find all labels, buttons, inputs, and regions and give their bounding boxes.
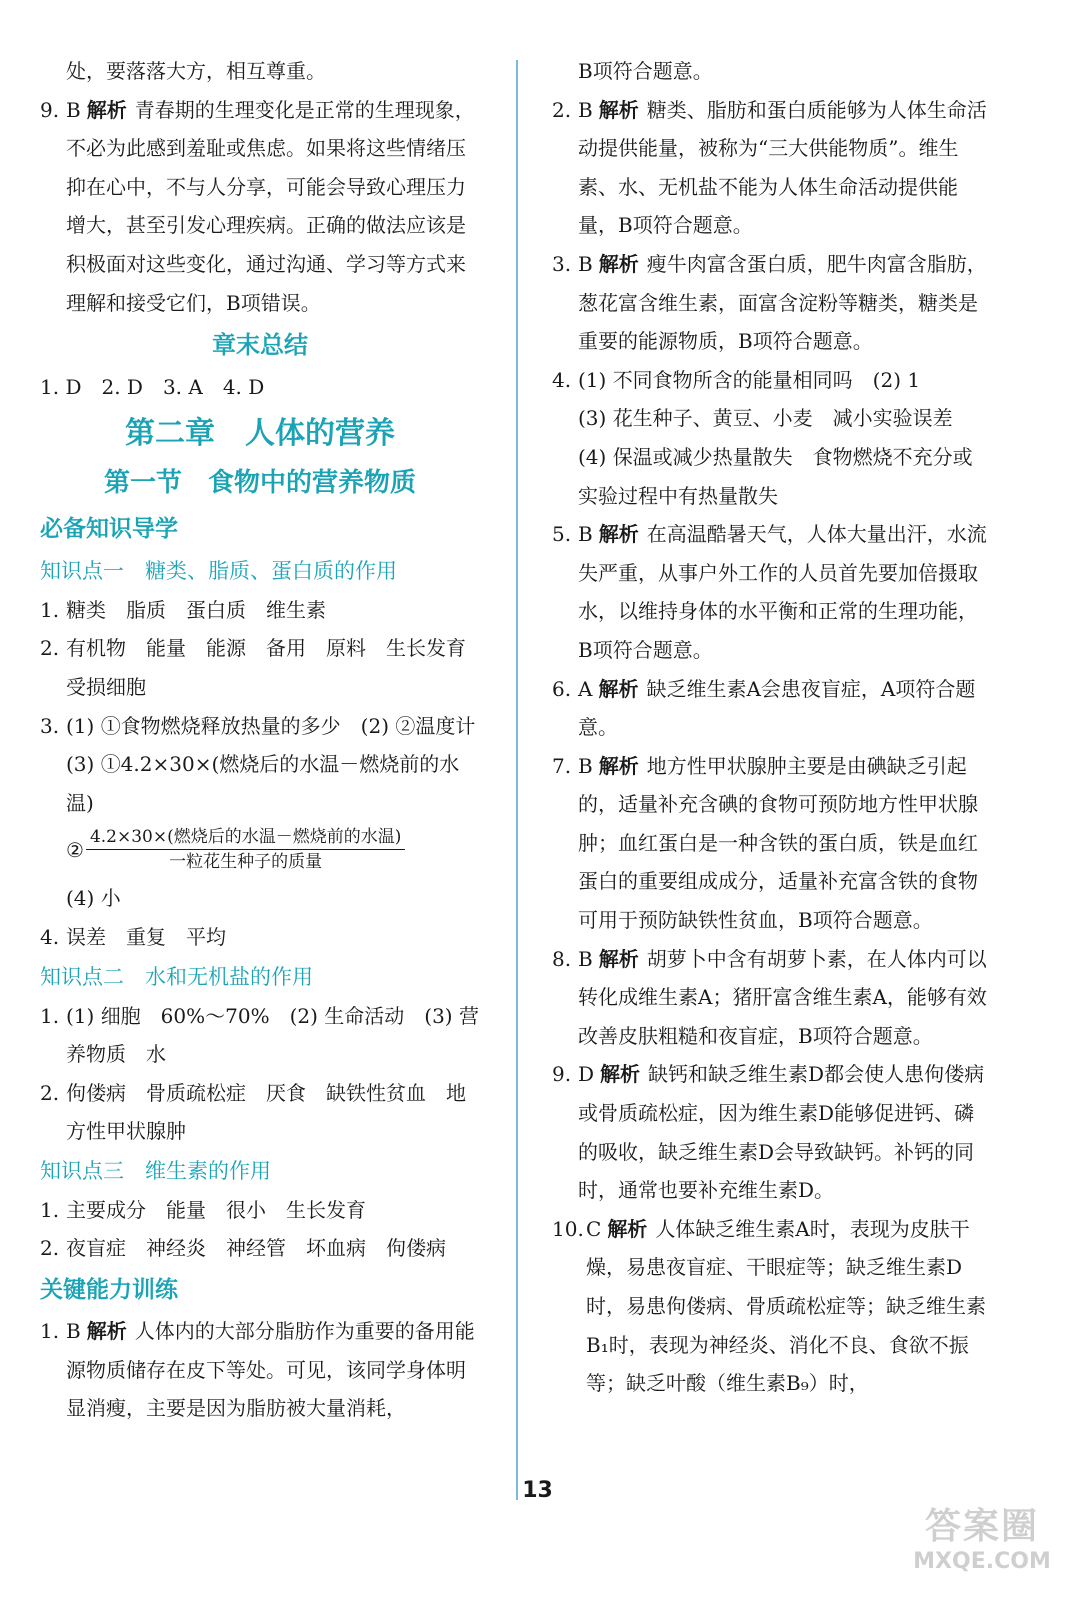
fraction-denominator: 一粒花生种子的质量 xyxy=(169,852,323,873)
watermark-logo: 答案圈 MXQE.COM xyxy=(913,1506,1051,1574)
column-divider xyxy=(516,60,518,1500)
answer-item: 6. A 解析 缺乏维生素A会患夜盲症，A项符合题意。 xyxy=(552,676,976,740)
answer-item: 3. (1) ①食物燃烧释放热量的多少 (2) ②温度计 (3) ①4.2×30×(燃烧后的水温－燃烧前的水温) xyxy=(40,713,496,815)
guide-heading: 必备知识导学 xyxy=(40,515,178,542)
answer-item: 8. B 解析 胡萝卜中含有胡萝卜素，在人体内可以转化成维生素A；猪肝富含维生素A，能够有效改善皮肤粗糙和夜盲症，B项符合题意。 xyxy=(552,946,987,1048)
answer-item: 4. 误差 重复 平均 xyxy=(40,924,226,949)
formula-fraction: ② $\frac{\text{4.2×30×(燃烧后的水温－燃烧前的水温)}}{\text{一粒花生种子的质量}}$ xyxy=(40,826,480,873)
answer-item: 2. 佝偻病 骨质疏松症 厌食 缺铁性贫血 地方性甲状腺肿 xyxy=(40,1080,466,1144)
answer-item: 9. D 解析 缺钙和缺乏维生素D都会使人患佝偻病或骨质疏松症，因为维生素D能够促进钙、磷的吸收，缺乏维生素D会导致缺钙。补钙的同时，通常也要补充维生素D。 xyxy=(552,1062,985,1203)
answer-item: 1. B 解析 人体内的大部分脂肪作为重要的备用能源物质储存在皮下等处。可见，该同学身体明显消瘦，主要是因为脂肪被大量消耗， xyxy=(40,1319,475,1421)
answer-item: 1. 主要成分 能量 很小 生长发育 xyxy=(40,1197,366,1222)
chapter-title: 第二章 人体的营养 xyxy=(125,415,395,451)
answer-item: 1. (1) 细胞 60%～70% (2) 生命活动 (3) 营养物质 水 xyxy=(40,1003,479,1067)
right-column xyxy=(552,52,992,1403)
summary-answers: 1. D 2. D 3. A 4. D xyxy=(40,375,265,400)
knowledge-point-3-heading: 知识点三 维生素的作用 xyxy=(40,1158,271,1183)
answer-item: 2. B 解析 糖类、脂肪和蛋白质能够为人体生命活动提供能量，被称为“三大供能物质”。维生素、水、无机盐不能为人体生命活动提供能量，B项符合题意。 xyxy=(552,97,987,238)
continued-text: B项符合题意。 xyxy=(578,59,713,83)
continued-text: 处，要落落大方，相互尊重。 xyxy=(66,59,326,83)
answer-item: 3. B 解析 瘦牛肉富含蛋白质，肥牛肉富含脂肪，葱花富含维生素，面富含淀粉等糖类，糖类是重要的能源物质，B项符合题意。 xyxy=(552,251,987,354)
answer-item: 9. B 解析 青春期的生理变化是正常的生理现象，不必为此感到羞耻或焦虑。如果将这些情绪压抑在心中，不与人分享，可能会导致心理压力增大，甚至引发心理疾病。正确的做法应该是积极面对这些变化，通过沟通、学习等方式来理解和接受它们，B项错误。 xyxy=(40,97,475,315)
knowledge-point-1-heading: 知识点一 糖类、脂质、蛋白质的作用 xyxy=(40,558,397,583)
knowledge-point-2-heading: 知识点二 水和无机盐的作用 xyxy=(40,964,313,989)
answer-item: 1. 糖类 脂质 蛋白质 维生素 xyxy=(40,597,326,622)
page-number: 13 xyxy=(522,1478,553,1503)
answer-item: 10. C 解析 人体缺乏维生素A时，表现为皮肤干燥，易患夜盲症、干眼症等；缺乏维生素D时，易患佝偻病、骨质疏松症等；缺乏维生素B₁时，表现为神经炎、消化不良、食欲不振等；缺乏叶酸（维生素B₉）时， xyxy=(552,1216,986,1396)
fraction-numerator: 4.2×30×(燃烧后的水温－燃烧前的水温) xyxy=(86,826,405,850)
answer-item: 5. B 解析 在高温酷暑天气，人体大量出汗，水流失严重，从事户外工作的人员首先要加倍摄取水，以维持身体的水平衡和正常的生理功能，B项符合题意。 xyxy=(552,522,987,662)
section-title: 第一节 食物中的营养物质 xyxy=(103,467,416,498)
answer-item: 7. B 解析 地方性甲状腺肿主要是由碘缺乏引起的，适量补充含碘的食物可预防地方性甲状腺肿；血红蛋白是一种含铁的蛋白质，铁是血红蛋白的重要组成成分，适量补充富含铁的食物可用于预防缺铁性贫血，B项符合题意。 xyxy=(552,753,978,933)
answer-item: 4. (1) 不同食物所含的能量相同吗 (2) 1 (3) 花生种子、黄豆、小麦 减小实验误差 (4) 保温或减少热量散失 食物燃烧不充分或实验过程中有热量散失 xyxy=(552,367,973,508)
answer-item: 2. 夜盲症 神经炎 神经管 坏血病 佝偻病 xyxy=(40,1236,446,1261)
training-heading: 关键能力训练 xyxy=(40,1277,178,1304)
left-column xyxy=(40,52,496,1428)
answer-item: 2. 有机物 能量 能源 备用 原料 生长发育 受损细胞 xyxy=(40,636,486,699)
summary-heading: 章末总结 xyxy=(212,331,308,360)
answer-subitem: (4) 小 xyxy=(66,886,121,911)
